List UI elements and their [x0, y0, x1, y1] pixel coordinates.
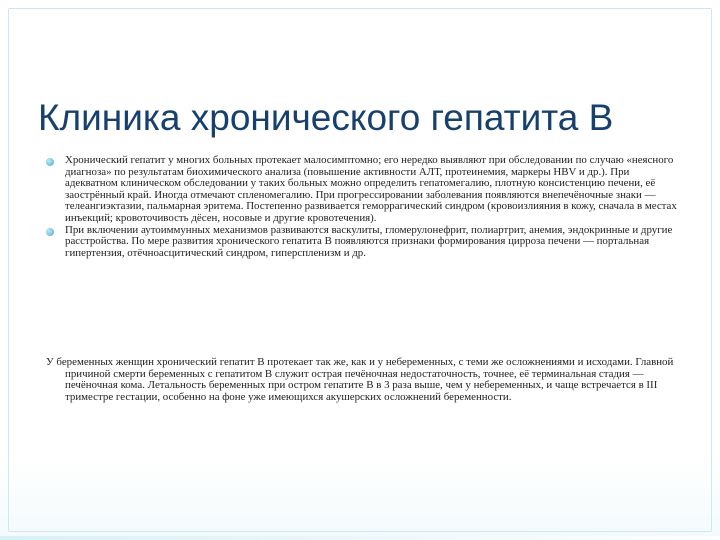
bullet-list: [46, 155, 682, 259]
bullet-text: Хронический гепатит у многих больных протекает малосимптомно; его нередко выявляют при обследовании по случаю «неясного диагноза» по результатам биохимического анализа (повышение активности АЛТ, протеинемия, маркеры HBV и др.). При адекватном клиническом обследовании у таких больных можно определить гепатомегалию, плотную консистенцию печени, её заострённый край. Иногда отмечают спленомегалию. При прогрессировании заболевания появляются внепечёночные знаки — телеангиэктазии, пальмарная эритема. Постепенно развивается геморрагический синдром (кровоизлияния в кожу, сначала в местах инъекций; кровоточивость дёсен, носовые и другие кровотечения).: [65, 154, 677, 224]
slide-title: Клиника хронического гепатита В: [38, 97, 614, 138]
bullet-dot-icon: [46, 158, 54, 166]
pregnancy-paragraph: У беременных женщин хронический гепатит В протекает так же, как и у небеременных, с теми же осложнениями и исходами. Главной причиной смерти беременных с гепатитом В служит острая печёночная недостаточность, точнее, её терминальная стадия — печёночная кома. Летальность беременных при остром гепатите В в 3 раза выше, чем у небеременных, и чаще встречается в III триместре гестации, особенно на фоне уже имеющихся акушерских осложнений беременности.: [46, 356, 674, 403]
bullet-dot-icon: [46, 228, 54, 236]
bullet-text: При включении аутоиммунных механизмов развиваются васкулиты, гломерулонефрит, полиартрит, анемия, эндокринные и другие расстройства. По мере развития хронического гепатита В появляются признаки формирования цирроза печени — портальная гипертензия, отёчноасцитический синдром, гиперспленизм и др.: [65, 223, 673, 259]
bottom-accent-bar: [0, 536, 720, 540]
bullet-item: [46, 225, 682, 260]
slide-frame: [8, 8, 712, 532]
bullet-item: [46, 155, 682, 225]
